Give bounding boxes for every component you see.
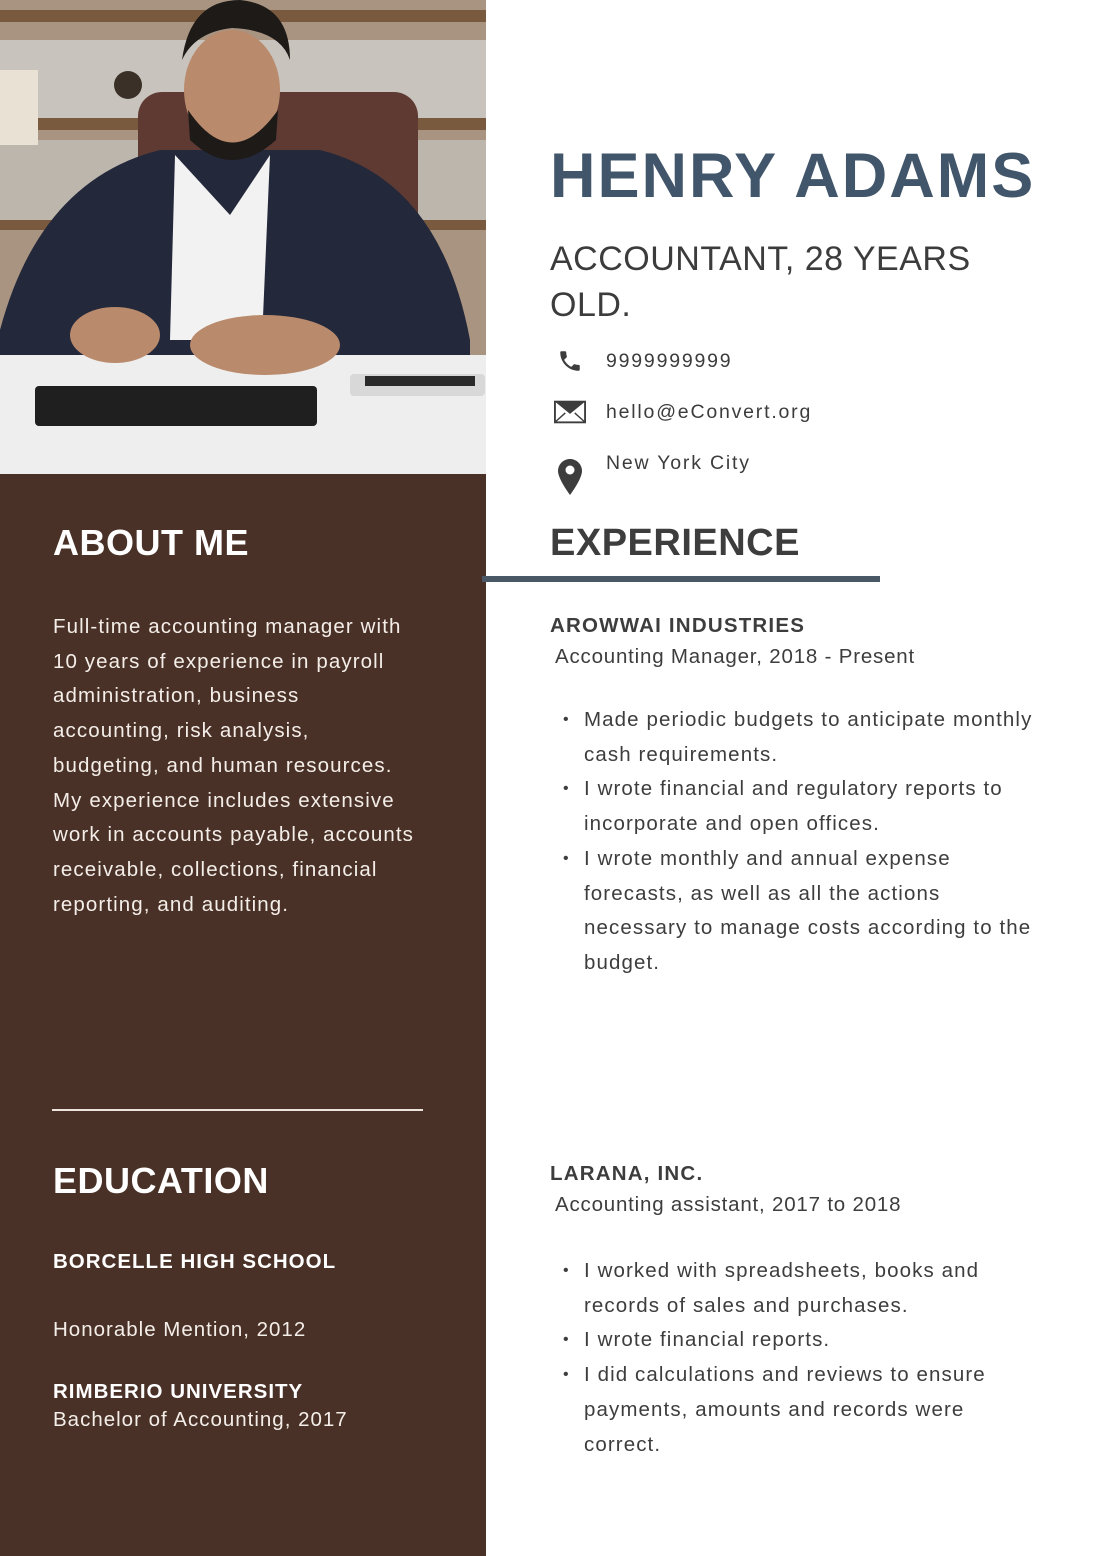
sidebar: [0, 0, 486, 1556]
job-bullets: [566, 703, 1036, 981]
contact-location: [554, 452, 751, 496]
contact-email: [554, 396, 813, 428]
education-heading: EDUCATION: [53, 1160, 269, 1201]
location-text: New York City: [606, 452, 751, 474]
map-pin-icon: [554, 458, 586, 496]
phone-icon: [554, 345, 586, 377]
portrait-illustration: [0, 0, 486, 474]
job-bullet: • I wrote financial reports.: [566, 1323, 1036, 1358]
experience-underline: [482, 576, 880, 582]
job-company: LARANA, INC.: [550, 1162, 704, 1185]
contact-phone: [554, 345, 733, 377]
education-school: BORCELLE HIGH SCHOOL: [53, 1250, 337, 1273]
job-company: AROWWAI INDUSTRIES: [550, 614, 806, 637]
job-bullet: • I worked with spreadsheets, books and records of sales and purchases.: [566, 1254, 1036, 1323]
envelope-icon: [554, 396, 586, 428]
section-divider: [52, 1109, 423, 1111]
job-role: Accounting assistant, 2017 to 2018: [555, 1193, 902, 1216]
education-detail: Honorable Mention, 2012: [53, 1318, 307, 1341]
phone-number: 9999999999: [606, 349, 733, 372]
education-detail: Bachelor of Accounting, 2017: [53, 1408, 348, 1431]
about-text: Full-time accounting manager with 10 years of experience in payroll administration, business accounting, risk analysis, budgeting, and human resources. My experience includes extensive work in accounts payable, accounts receivable, collections, financial reporting, and auditing.: [53, 615, 415, 916]
job-bullet: • I wrote monthly and annual expense forecasts, as well as all the actions necessary to manage costs according to the budget.: [566, 842, 1036, 981]
person-name: HENRY ADAMS: [550, 141, 1036, 211]
job-bullets: [566, 1254, 1036, 1462]
job-bullet: • I wrote financial and regulatory reports to incorporate and open offices.: [566, 772, 1036, 841]
email-address: hello@eConvert.org: [606, 400, 813, 423]
job-bullet: • I did calculations and reviews to ensure payments, amounts and records were correct.: [566, 1358, 1036, 1462]
person-title: ACCOUNTANT, 28 YEARS OLD.: [550, 240, 971, 324]
about-heading: ABOUT ME: [53, 522, 249, 563]
job-bullet: • Made periodic budgets to anticipate monthly cash requirements.: [566, 703, 1036, 772]
education-school: RIMBERIO UNIVERSITY: [53, 1380, 304, 1403]
job-role: Accounting Manager, 2018 - Present: [555, 645, 915, 668]
profile-photo: [0, 0, 486, 474]
experience-heading: EXPERIENCE: [550, 522, 800, 564]
